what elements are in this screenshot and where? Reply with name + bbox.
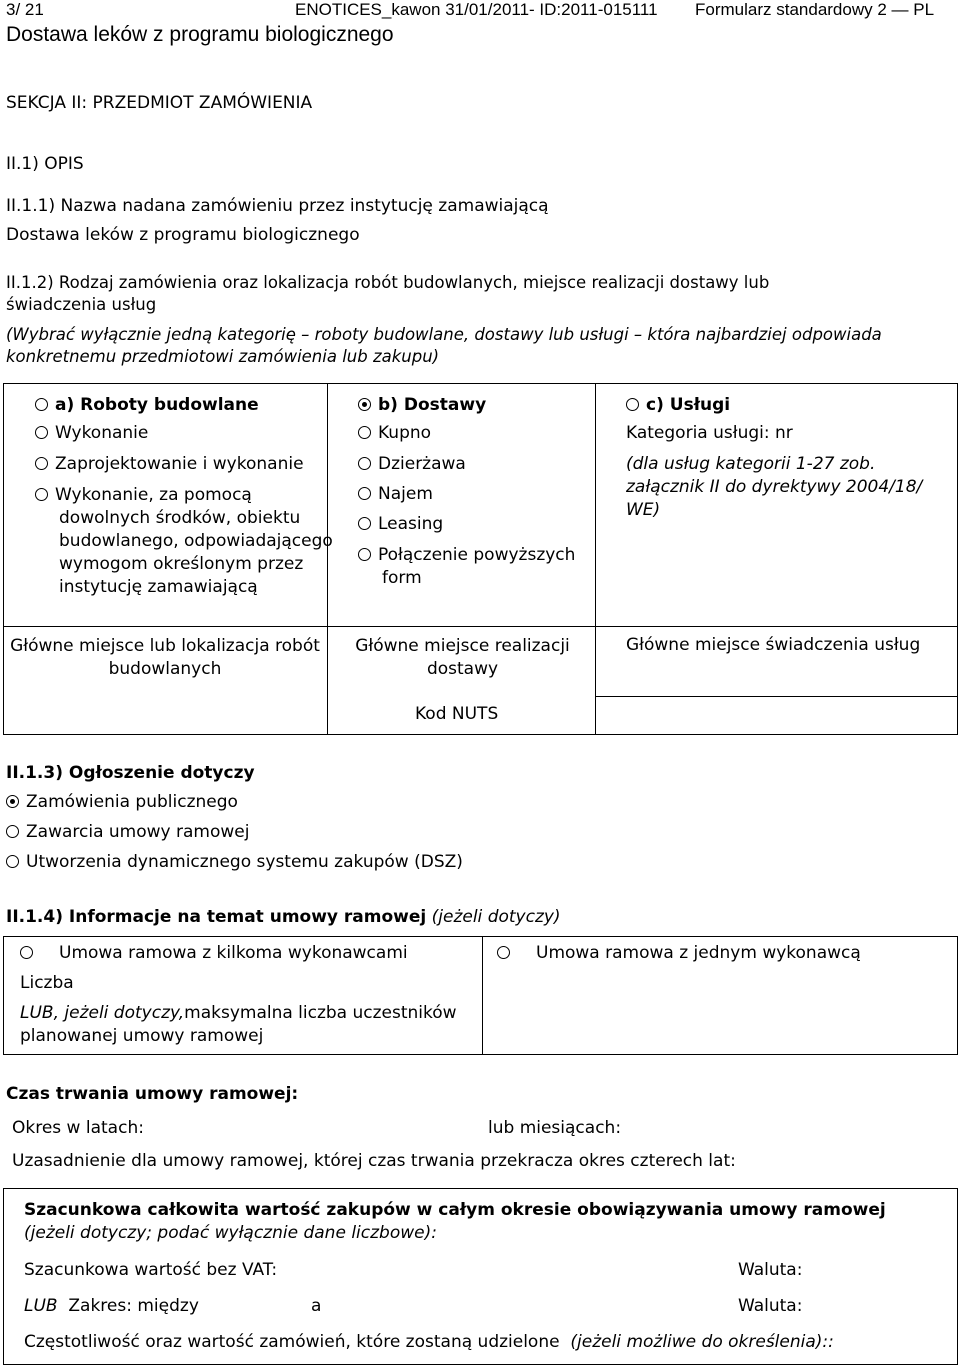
- roboty-option[interactable]: Zaprojektowanie i wykonanie: [35, 454, 304, 474]
- radio-icon[interactable]: [626, 398, 639, 411]
- radio-icon[interactable]: [35, 426, 48, 439]
- currency-label-2: Waluta:: [738, 1296, 803, 1316]
- opis-heading: II.1) OPIS: [6, 154, 84, 174]
- dostawy-place-label: Główne miejsce realizacji dostawy: [355, 636, 570, 679]
- s113-option[interactable]: Zamówienia publicznego: [6, 792, 238, 812]
- max-participants: LUB, jeżeli dotyczy,maksymalna liczba uczestników planowanej umowy ramowej: [20, 1003, 457, 1046]
- radio-icon[interactable]: [6, 855, 19, 868]
- range-and: a: [311, 1296, 322, 1316]
- s111-value: Dostawa leków z programu biologicznego: [6, 225, 360, 245]
- s113-option[interactable]: Utworzenia dynamicznego systemu zakupów (DSZ): [6, 852, 463, 872]
- uslugi-place-label: Główne miejsce świadczenia usług: [626, 635, 921, 655]
- roboty-place-label: Główne miejsce lub lokalizacja robót budowlanych: [10, 636, 320, 679]
- divider: [3, 696, 327, 697]
- page-number: 3/ 21: [6, 0, 44, 19]
- roboty-option[interactable]: Wykonanie: [35, 423, 148, 443]
- uslugi-category-note: (dla usług kategorii 1-27 zob. załącznik II do dyrektywy 2004/18/ WE): [626, 454, 923, 520]
- radio-icon[interactable]: [358, 426, 371, 439]
- vat-label: Szacunkowa wartość bez VAT:: [24, 1260, 278, 1280]
- radio-icon[interactable]: [20, 946, 33, 959]
- divider: [3, 626, 958, 627]
- s111-heading: II.1.1) Nazwa nadana zamówieniu przez instytucję zamawiającą: [6, 196, 549, 216]
- s112-note-2: konkretnemu przedmiotowi zamówienia lub zakupu): [6, 347, 440, 366]
- s114-option-many[interactable]: Umowa ramowa z kilkoma wykonawcami: [20, 943, 408, 963]
- category-dostawy[interactable]: b) Dostawy: [358, 395, 486, 415]
- radio-icon[interactable]: [35, 398, 48, 411]
- duration-years: Okres w latach:: [12, 1118, 144, 1138]
- radio-icon[interactable]: [358, 548, 371, 561]
- uslugi-category-label: Kategoria usługi: nr: [626, 423, 793, 443]
- radio-icon[interactable]: [358, 457, 371, 470]
- radio-icon[interactable]: [6, 825, 19, 838]
- s112-heading-1: II.1.2) Rodzaj zamówienia oraz lokalizacja robót budowlanych, miejsce realizacji dostawy lub: [6, 273, 770, 292]
- s112-note-1: (Wybrać wyłącznie jedną kategorię – roboty budowlane, dostawy lub usługi – która najbardziej odpowiada: [6, 325, 882, 344]
- s114-option-one[interactable]: Umowa ramowa z jednym wykonawcą: [497, 943, 861, 963]
- divider: [595, 696, 958, 697]
- count-label: Liczba: [20, 973, 74, 993]
- section-heading: SEKCJA II: PRZEDMIOT ZAMÓWIENIA: [6, 93, 313, 113]
- duration-heading: Czas trwania umowy ramowej:: [6, 1084, 299, 1104]
- s112-heading-2: świadczenia usług: [6, 295, 157, 314]
- roboty-option[interactable]: Wykonanie, za pomocą dowolnych środków, obiektu budowlanego, odpowiadającego wymogom określonym przez instytucję zamawiającą: [35, 484, 344, 599]
- s114-heading-row: II.1.4) Informacje na temat umowy ramowej (jeżeli dotyczy): [6, 907, 561, 927]
- dostawy-option[interactable]: Najem: [358, 484, 433, 504]
- form-type: Formularz standardowy 2 — PL: [695, 0, 935, 19]
- radio-checked-icon[interactable]: [358, 398, 371, 411]
- radio-icon[interactable]: [358, 517, 371, 530]
- dostawy-option[interactable]: Połączenie powyższych form: [358, 544, 617, 590]
- notice-id: ENOTICES_kawon 31/01/2011- ID:2011-015111: [295, 0, 658, 19]
- dostawy-option[interactable]: Leasing: [358, 514, 443, 534]
- s113-option[interactable]: Zawarcia umowy ramowej: [6, 822, 249, 842]
- category-roboty[interactable]: a) Roboty budowlane: [35, 395, 259, 415]
- estimate-heading: Szacunkowa całkowita wartość zakupów w całym okresie obowiązywania umowy ramowej (jeżeli dotyczy; podać wyłącznie dane liczbowe):: [24, 1200, 886, 1243]
- radio-icon[interactable]: [35, 457, 48, 470]
- frequency-row: Częstotliwość oraz wartość zamówień, które zostaną udzielone (jeżeli możliwe do określenia)::: [24, 1332, 834, 1352]
- duration-months: lub miesiącach:: [488, 1118, 622, 1138]
- page-title: Dostawa leków z programu biologicznego: [6, 23, 394, 46]
- currency-label: Waluta:: [738, 1260, 803, 1280]
- divider: [482, 936, 483, 1055]
- radio-icon[interactable]: [35, 488, 48, 501]
- nuts-label: Kod NUTS: [415, 704, 499, 724]
- range-row: LUB Zakres: między: [24, 1296, 199, 1316]
- radio-icon[interactable]: [497, 946, 510, 959]
- radio-checked-icon[interactable]: [6, 795, 19, 808]
- radio-icon[interactable]: [358, 487, 371, 500]
- s113-heading: II.1.3) Ogłoszenie dotyczy: [6, 763, 255, 783]
- duration-justification: Uzasadnienie dla umowy ramowej, której czas trwania przekracza okres czterech lat:: [12, 1151, 736, 1171]
- dostawy-option[interactable]: Kupno: [358, 423, 431, 443]
- category-uslugi[interactable]: c) Usługi: [626, 395, 730, 415]
- dostawy-option[interactable]: Dzierżawa: [358, 454, 466, 474]
